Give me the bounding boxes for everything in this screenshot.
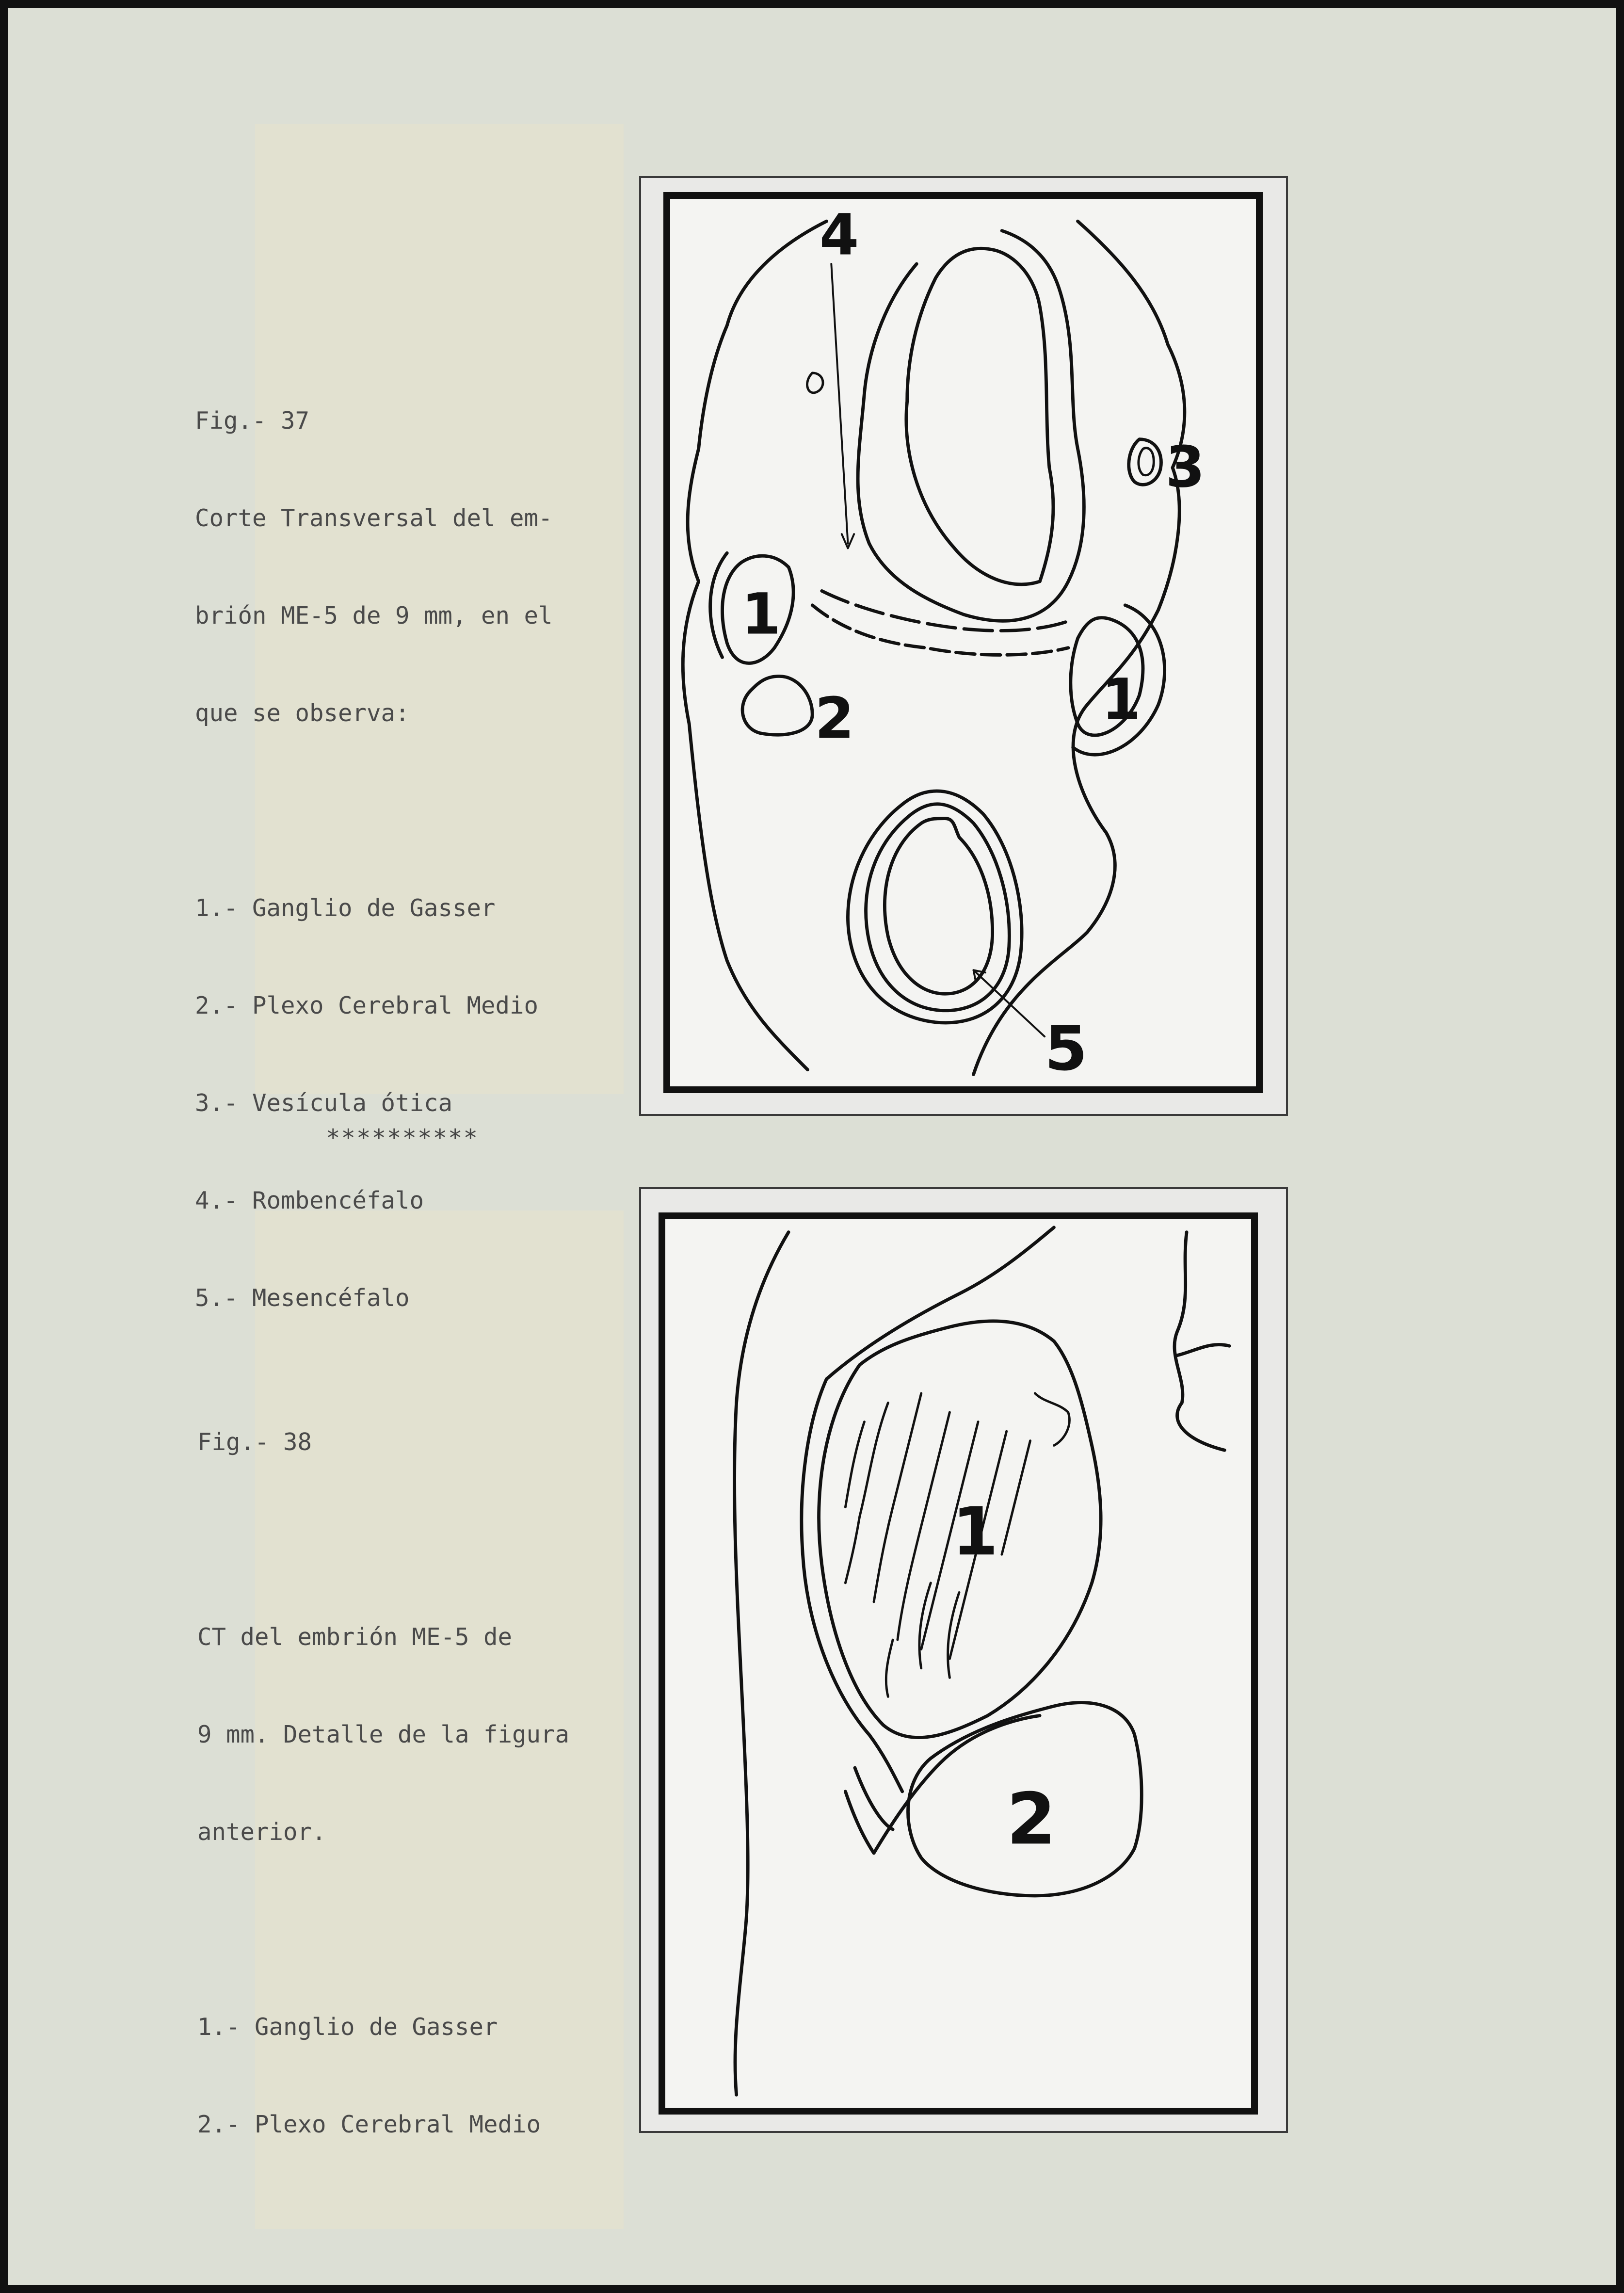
- figure-38-description-line: anterior.: [197, 1818, 326, 1846]
- legend-item: 5.- Mesencéfalo: [195, 1284, 410, 1312]
- legend-item: 3.- Vesícula ótica: [195, 1089, 453, 1117]
- ganglion-fiber: [845, 1422, 864, 1507]
- rhombencephalon-lumen: [906, 248, 1053, 584]
- gasser-ganglion-left-outer: [710, 553, 727, 657]
- label-1-right: 1: [1101, 666, 1141, 733]
- embryo-outline-right: [974, 221, 1185, 1074]
- figure-37-drawing: [663, 192, 1263, 1093]
- figure-37-title: Fig.- 37: [195, 407, 310, 435]
- figure-37-caption: [195, 339, 553, 1347]
- label-2: 2: [1006, 1777, 1056, 1861]
- tissue-edge-right: [1174, 1232, 1224, 1451]
- label-1: 1: [952, 1493, 998, 1571]
- spacer: [197, 1523, 569, 1556]
- mesencephalon-lumen: [884, 819, 992, 994]
- figure-38-svg: [665, 1219, 1251, 2108]
- small-vessel: [807, 373, 823, 393]
- legend-item: 1.- Ganglio de Gasser: [195, 894, 496, 922]
- mesencephalon-middle: [866, 804, 1010, 1011]
- label-3: 3: [1165, 434, 1205, 501]
- figure-38-description-line: 9 mm. Detalle de la figura: [197, 1721, 570, 1748]
- floor-plate-inner: [822, 591, 1073, 630]
- legend-item: 2.- Plexo Cerebral Medio: [197, 2111, 541, 2138]
- pointer-line-4: [831, 264, 848, 544]
- figure-37-description-line: brión ME-5 de 9 mm, en el: [195, 602, 553, 630]
- label-2: 2: [815, 685, 854, 752]
- ganglion-fiber: [886, 1640, 893, 1696]
- legend-item: 4.- Rombencéfalo: [195, 1187, 424, 1214]
- ganglion-fiber: [948, 1592, 959, 1678]
- otic-vesicle: [1129, 439, 1161, 485]
- plexus-envelope-inner: [855, 1768, 893, 1829]
- rhombencephalon-wall: [858, 231, 1084, 621]
- figure-38-caption: [197, 1361, 569, 2173]
- figure-37-description-line: Corte Transversal del em-: [195, 504, 553, 532]
- spacer: [197, 1913, 569, 1946]
- legend-item: 2.- Plexo Cerebral Medio: [195, 992, 539, 1019]
- section-separator: **********: [326, 1124, 479, 1152]
- ganglion-fiber: [1002, 1441, 1030, 1555]
- label-4: 4: [819, 201, 859, 268]
- tissue-edge-right-branch: [1177, 1345, 1230, 1356]
- ganglion-envelope-outer-top: [826, 1227, 1054, 1379]
- figure-38-title: Fig.- 38: [197, 1428, 312, 1456]
- middle-cerebral-plexus: [742, 676, 812, 735]
- spacer: [195, 794, 553, 827]
- legend-item: 1.- Ganglio de Gasser: [197, 2013, 498, 2041]
- label-5: 5: [1045, 1012, 1088, 1084]
- ganglion-fiber: [1035, 1393, 1069, 1446]
- figure-38-description-line: CT del embrión ME-5 de: [197, 1623, 513, 1651]
- figure-37-description-line: que se observa:: [195, 699, 410, 727]
- figure-38-drawing: [659, 1212, 1258, 2115]
- otic-vesicle-inner: [1139, 448, 1154, 475]
- tissue-edge-left: [735, 1232, 789, 2095]
- figure-37-svg: [670, 199, 1256, 1086]
- ganglion-fiber: [919, 1583, 931, 1668]
- label-1-left: 1: [741, 581, 781, 647]
